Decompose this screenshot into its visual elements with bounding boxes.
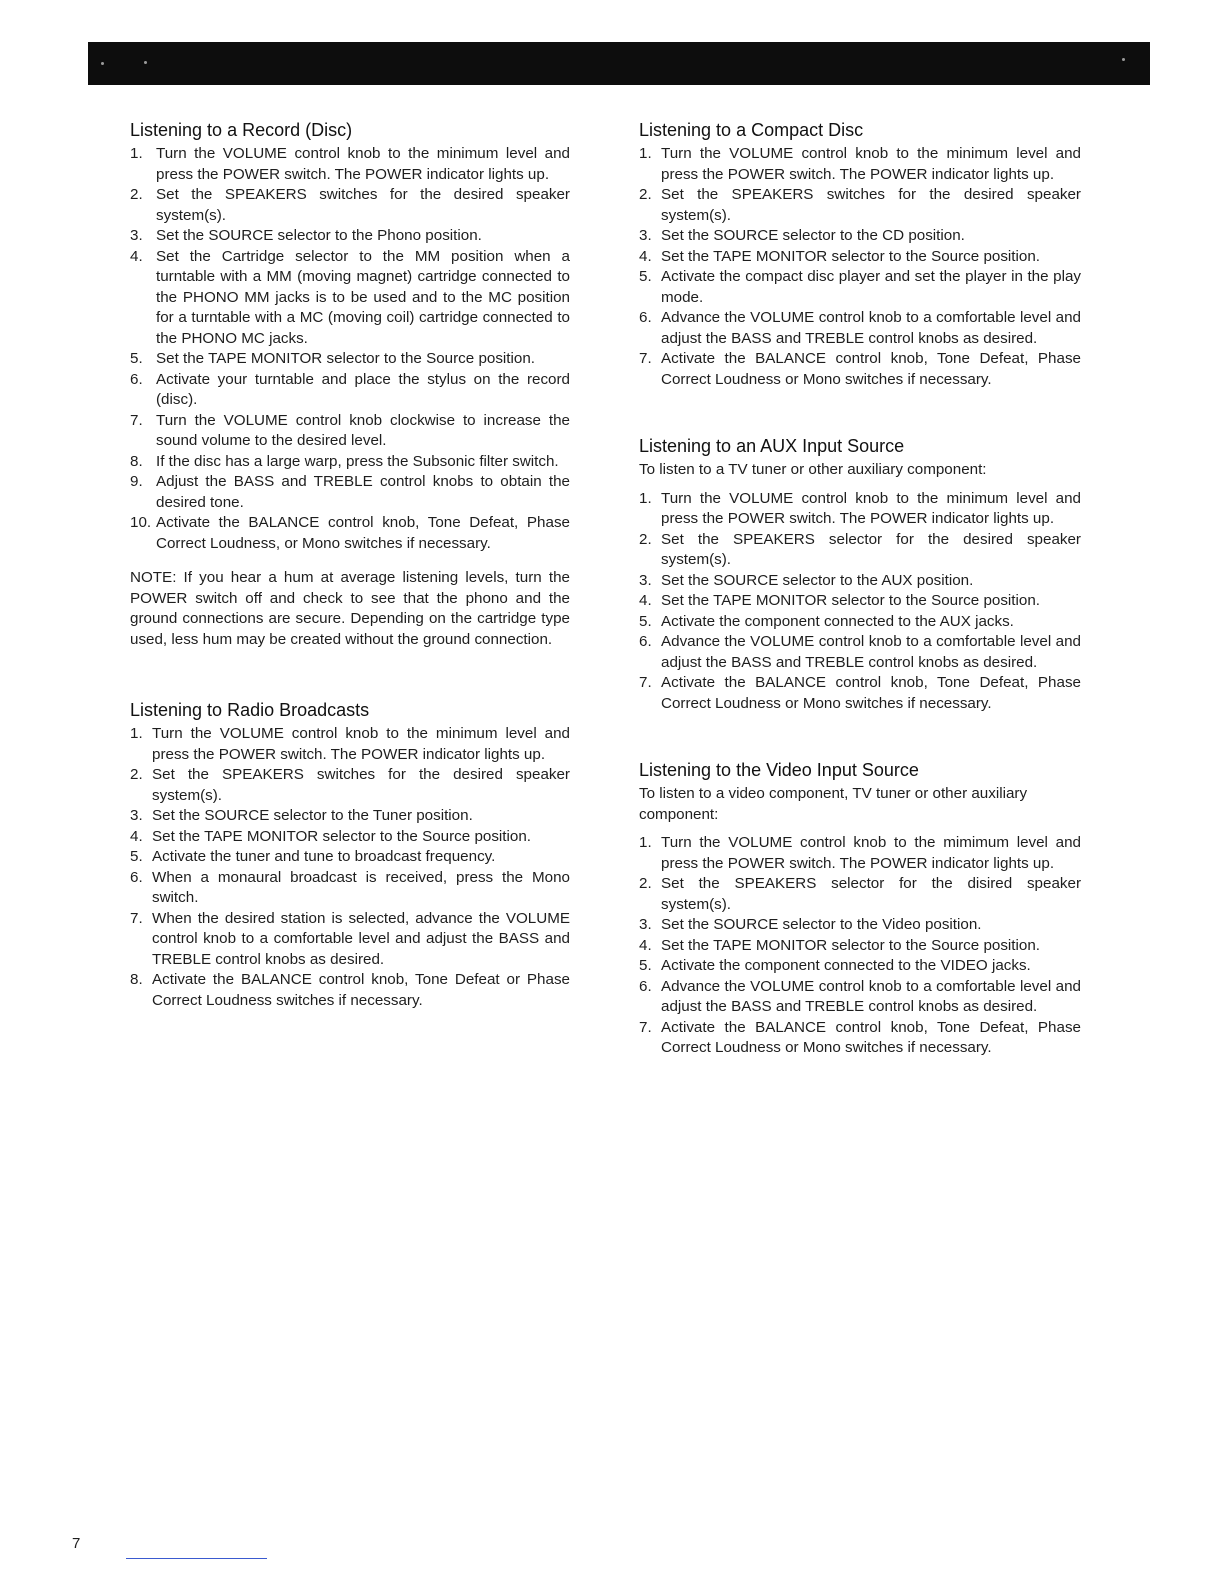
list-item [639,530,1081,571]
step-text: Activate the compact disc player and set the player in the play mode. [661,268,1081,306]
list-item [130,765,570,806]
step-number: 6. [130,370,143,388]
list-item [639,632,1081,673]
step-number: 5. [130,350,143,367]
steps-aux [639,489,1081,715]
list-item [130,452,570,473]
step-number: 1. [639,145,652,162]
step-text: Activate the BALANCE control knob, Tone Defeat or Phase Correct Loudness switches if necessary. [152,971,570,1009]
step-number: 1. [639,834,652,851]
step-number: 6. [639,977,652,995]
section-radio [130,698,570,1011]
list-item [639,673,1081,714]
steps-record [130,144,570,554]
list-item [130,349,570,370]
header-bar [88,42,1150,85]
step-text: Activate the BALANCE control knob, Tone Defeat, Phase Correct Loudness, or Mono switches if necessary. [156,514,570,552]
list-item [639,247,1081,268]
list-item [639,185,1081,226]
step-text: Activate the BALANCE control knob, Tone Defeat, Phase Correct Loudness or Mono switches if necessary. [661,350,1081,388]
step-number: 3. [639,227,652,244]
list-item [639,915,1081,936]
step-number: 7. [130,411,143,429]
step-text: Activate the component connected to the VIDEO jacks. [661,957,1031,974]
section-title-aux: Listening to an AUX Input Source [639,436,905,456]
step-text: Set the SOURCE selector to the CD position. [661,227,965,244]
list-item [130,247,570,350]
step-number: 5. [639,268,652,285]
step-text: Advance the VOLUME control knob to a comfortable level and adjust the BASS and TREBLE control knobs as desired. [661,309,1081,347]
step-number: 7. [130,909,143,927]
section-title-record: Listening to a Record (Disc) [130,120,353,140]
step-text: If the disc has a large warp, press the Subsonic filter switch. [156,452,559,470]
step-text: Set the SPEAKERS selector for the desired speaker system(s). [661,530,1081,568]
left-column [130,118,570,1011]
step-text: Turn the VOLUME control knob to the minimum level and press the POWER switch. The POWER indicator lights up. [156,145,570,183]
list-item [639,874,1081,915]
step-number: 1. [639,489,652,507]
step-text: Set the SPEAKERS switches for the desired speaker system(s). [152,766,570,804]
step-text: Set the SOURCE selector to the AUX position. [661,571,974,589]
list-item [639,612,1081,633]
bar-dot-3 [1122,58,1125,61]
video-intro: To listen to a video component, TV tuner or other auxiliary component: [639,785,1028,823]
step-text: Advance the VOLUME control knob to a comfortable level and adjust the BASS and TREBLE control knobs as desired. [661,977,1081,1015]
list-item [130,226,570,247]
step-number: 9. [130,473,143,490]
list-item [130,472,570,513]
step-text: When a monaural broadcast is received, press the Mono switch. [152,868,570,906]
step-text: Set the Cartridge selector to the MM position when a turntable with a MM (moving magnet) cartridge connected to the PHONO MM jacks is to be used and to the MC position for a turntable with a MC (moving coil) cartridge connected to the PHONO MC jacks. [156,247,570,347]
list-item [639,308,1081,349]
list-item [639,267,1081,308]
list-item [130,370,570,411]
step-text: Set the TAPE MONITOR selector to the Source position. [661,247,1041,265]
step-text: Activate your turntable and place the stylus on the record (disc). [156,370,570,408]
footer-rule [126,1558,267,1559]
list-item [130,144,570,185]
step-number: 8. [130,452,143,470]
list-item [639,977,1081,1018]
step-number: 6. [130,868,143,886]
step-text: Set the TAPE MONITOR selector to the Source position. [156,350,536,367]
step-number: 5. [639,612,652,630]
step-number: 5. [639,957,652,974]
step-number: 2. [639,530,652,548]
steps-radio [130,724,570,1011]
step-text: Set the SOURCE selector to the Video position. [661,916,982,933]
step-text: Set the TAPE MONITOR selector to the Source position. [661,592,1041,609]
step-number: 2. [639,875,652,892]
list-item [639,1018,1081,1059]
section-title-video: Listening to the Video Input Source [639,760,919,780]
list-item [639,349,1081,390]
step-text: Adjust the BASS and TREBLE control knobs to obtain the desired tone. [156,473,570,511]
step-text: Set the SOURCE selector to the Phono position. [156,227,482,244]
step-number: 3. [639,571,652,589]
step-text: Set the TAPE MONITOR selector to the Source position. [152,827,532,845]
step-number: 7. [639,1018,652,1036]
list-item [130,909,570,971]
step-number: 6. [639,633,652,650]
list-item [639,144,1081,185]
step-number: 4. [639,247,652,265]
section-aux [639,434,1081,714]
list-item [130,724,570,765]
list-item [130,847,570,868]
step-number: 1. [130,145,143,162]
list-item [130,827,570,848]
bar-dot-2 [144,61,147,64]
section-cd [639,118,1081,390]
step-text: Turn the VOLUME control knob to the minimum level and press the POWER switch. The POWER indicator lights up. [661,145,1081,183]
list-item [639,956,1081,977]
step-number: 4. [639,936,652,954]
step-number: 1. [130,725,143,742]
step-text: Turn the VOLUME control knob to the minimum level and press the POWER switch. The POWER indicator lights up. [152,725,570,763]
step-number: 2. [130,186,143,203]
step-text: Activate the BALANCE control knob, Tone Defeat, Phase Correct Loudness or Mono switches if necessary. [661,674,1081,712]
right-column [639,118,1081,1059]
step-text: Activate the BALANCE control knob, Tone Defeat, Phase Correct Loudness or Mono switches if necessary. [661,1018,1081,1056]
bar-dot-1 [101,62,104,65]
page-number: 7 [72,1535,81,1552]
step-text: Activate the component connected to the AUX jacks. [661,612,1014,630]
step-number: 4. [130,247,143,265]
step-text: Activate the tuner and tune to broadcast frequency. [152,848,496,865]
list-item [639,833,1081,874]
section-title-radio: Listening to Radio Broadcasts [130,700,370,720]
list-item [639,591,1081,612]
step-text: Turn the VOLUME control knob to the minimum level and press the POWER switch. The POWER indicator lights up. [661,489,1081,527]
steps-video [639,833,1081,1059]
record-note: NOTE: If you hear a hum at average listening levels, turn the POWER switch off and check to see that the phono and the ground connections are secure. Depending on the cartridge type used, less hum may be created without the ground connection. [130,569,570,648]
step-text: Advance the VOLUME control knob to a comfortable level and adjust the BASS and TREBLE control knobs as desired. [661,633,1081,671]
section-title-cd: Listening to a Compact Disc [639,120,864,140]
step-number: 3. [130,807,143,824]
step-text: Set the TAPE MONITOR selector to the Source position. [661,936,1041,954]
step-text: When the desired station is selected, advance the VOLUME control knob to a comfortable level and adjust the BASS and TREBLE control knobs as desired. [152,909,570,968]
list-item [130,513,570,554]
step-text: Turn the VOLUME control knob clockwise to increase the sound volume to the desired level. [156,411,570,449]
step-text: Set the SOURCE selector to the Tuner position. [152,807,473,824]
step-number: 7. [639,674,652,691]
list-item [639,571,1081,592]
step-number: 4. [130,827,143,845]
list-item [639,936,1081,957]
step-number: 2. [639,186,652,203]
list-item [130,868,570,909]
step-number: 4. [639,592,652,609]
list-item [130,411,570,452]
step-text: Set the SPEAKERS selector for the disired speaker system(s). [661,875,1081,913]
list-item [130,185,570,226]
step-number: 10. [130,514,152,531]
list-item [130,970,570,1011]
step-number: 2. [130,766,143,783]
step-text: Set the SPEAKERS switches for the desired speaker system(s). [156,186,570,224]
step-number: 3. [639,916,652,933]
section-record [130,118,570,650]
steps-cd [639,144,1081,390]
step-number: 6. [639,309,652,326]
list-item [639,226,1081,247]
aux-intro: To listen to a TV tuner or other auxiliary component: [639,461,987,478]
step-number: 7. [639,350,652,367]
step-text: Set the SPEAKERS switches for the desired speaker system(s). [661,186,1081,224]
list-item [639,489,1081,530]
step-number: 3. [130,227,143,244]
section-video [639,758,1081,1059]
step-number: 5. [130,848,143,865]
list-item [130,806,570,827]
step-text: Turn the VOLUME control knob to the mimimum level and press the POWER switch. The POWER indicator lights up. [661,834,1081,872]
step-number: 8. [130,971,143,988]
